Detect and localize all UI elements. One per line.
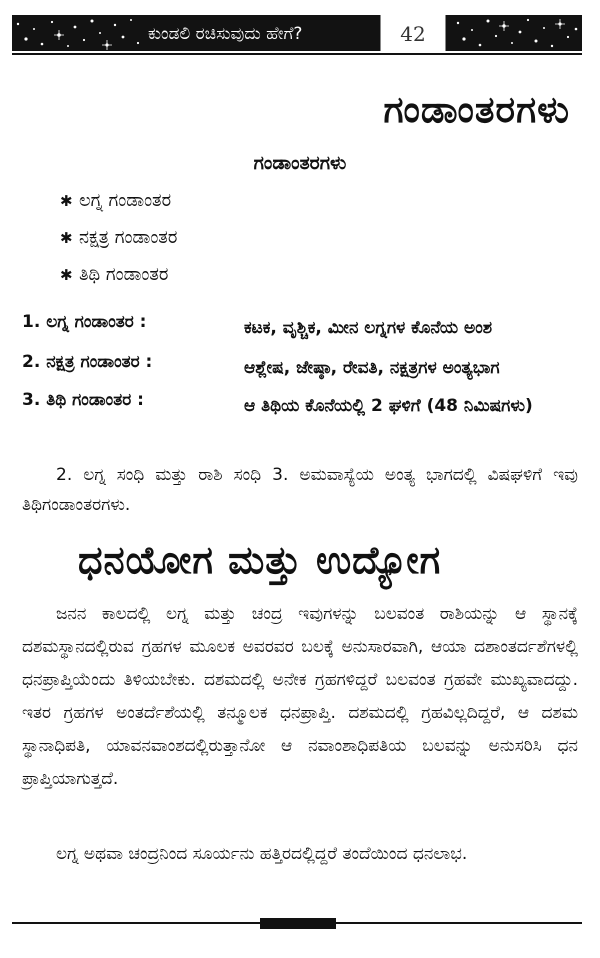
asterisk-bullet-icon: ✱ <box>60 192 73 210</box>
section-subheading: ಗಂಡಾಂತರಗಳು <box>253 152 347 174</box>
definition-row <box>22 312 582 352</box>
note-paragraph: 2. ಲಗ್ನ ಸಂಧಿ ಮತ್ತು ರಾಶಿ ಸಂಧಿ 3. ಅಮವಾಸ್ಯೆಯ ಅಂತ್ಯ ಭಾಗದಲ್ಲಿ ವಿಷಘಳಿಗೆ ಇವು ತಿಥಿಗಂಡಾಂತರಗಳು. <box>22 465 578 515</box>
header-band <box>12 15 582 51</box>
list-item <box>60 264 177 301</box>
section-heading-gandantara: ಗಂಡಾಂತರಗಳು <box>383 88 570 131</box>
asterisk-bullet-icon: ✱ <box>60 229 73 247</box>
definitions-table <box>22 312 582 423</box>
definition-term: 1. ಲಗ್ನ ಗಂಡಾಂತರ : <box>22 312 147 332</box>
footer-block <box>260 918 336 929</box>
definition-term: 2. ನಕ್ಷತ್ರ ಗಂಡಾಂತರ : <box>22 352 153 372</box>
gandantara-list <box>60 190 177 301</box>
definition-value: ಆಶ್ಲೇಷ, ಜೇಷ್ಠಾ, ರೇವತಿ, ನಕ್ಷತ್ರಗಳ ಅಂತ್ಯಭಾಗ <box>244 358 500 378</box>
body-paragraph: ಜನನ ಕಾಲದಲ್ಲಿ ಲಗ್ನ ಮತ್ತು ಚಂದ್ರ ಇವುಗಳನ್ನು ಬಲವಂತ ರಾಶಿಯನ್ನು ಆ ಸ್ಥಾನಕ್ಕೆ ದಶಮಸ್ಥಾನದಲ್ಲಿರುವ ಗ್ರಹಗಳ ಮೂಲಕ ಅವರವರ ಬಲಕ್ಕೆ ಅನುಸಾರವಾಗಿ, ಆಯಾ ದಶಾಂತರ್ದಶೆಗಳಲ್ಲಿ ಧನಪ್ರಾಪ್ತಿಯೆಂದು ತಿಳಿಯಬೇಕು. ದಶಮದಲ್ಲಿ ಅನೇಕ ಗ್ರಹಗಳಿದ್ದರೆ ಬಲವಂತ ಗ್ರಹವೇ ಮುಖ್ಯವಾದದ್ದು. ಇತರ ಗ್ರಹಗಳ ಅಂತರ್ದೆಶೆಯಲ್ಲಿ ತನ್ಮೂಲಕ ಧನಪ್ರಾಪ್ತಿ. ದಶಮದಲ್ಲಿ ಗ್ರಹವಿಲ್ಲದಿದ್ದರೆ, ಆ ದಶಮ ಸ್ಥಾನಾಧಿಪತಿ, ಯಾವನವಾಂಶದಲ್ಲಿರುತ್ತಾನೋ ಆ ನವಾಂಶಾಧಿಪತಿಯ ಬಲವನ್ನು ಅನುಸರಿಸಿ ಧನ ಪ್ರಾಪ್ತಿಯಾಗುತ್ತದೆ. <box>22 604 578 789</box>
page-number: 42 <box>380 15 446 51</box>
header-rule <box>12 53 582 55</box>
running-title: ಕುಂಡಲಿ ರಚಿಸುವುದು ಹೇಗೆ? <box>142 15 308 51</box>
running-header <box>12 15 582 55</box>
list-item-text: ನಕ್ಷತ್ರ ಗಂಡಾಂತರ <box>79 227 178 248</box>
definition-value: ಆ ತಿಥಿಯ ಕೊನೆಯಲ್ಲಿ 2 ಘಳಿಗೆ (48 ನಿಮಿಷಗಳು) <box>244 396 533 416</box>
footer-rule <box>12 918 582 930</box>
asterisk-bullet-icon: ✱ <box>60 266 73 284</box>
section-heading-dhanayoga: ಧನಯೋಗ ಮತ್ತು ಉದ್ಯೋಗ <box>78 538 442 582</box>
list-item-text: ಲಗ್ನ ಗಂಡಾಂತರ <box>79 190 172 211</box>
definition-row <box>22 352 582 390</box>
list-item <box>60 190 177 227</box>
body-paragraph: ಲಗ್ನ ಅಥವಾ ಚಂದ್ರನಿಂದ ಸೂರ್ಯನು ಹತ್ತಿರದಲ್ಲಿದ್ದರೆ ತಂದೆಯಿಂದ ಧನಲಾಭ. <box>56 844 468 864</box>
list-item-text: ತಿಥಿ ಗಂಡಾಂತರ <box>79 264 169 285</box>
definition-value: ಕಟಕ, ವೃಶ್ಚಿಕ, ಮೀನ ಲಗ್ನಗಳ ಕೊನೆಯ ಅಂಶ <box>244 318 493 338</box>
list-item <box>60 227 177 264</box>
definition-term: 3. ತಿಥಿ ಗಂಡಾಂತರ : <box>22 390 144 410</box>
definition-row <box>22 390 582 423</box>
